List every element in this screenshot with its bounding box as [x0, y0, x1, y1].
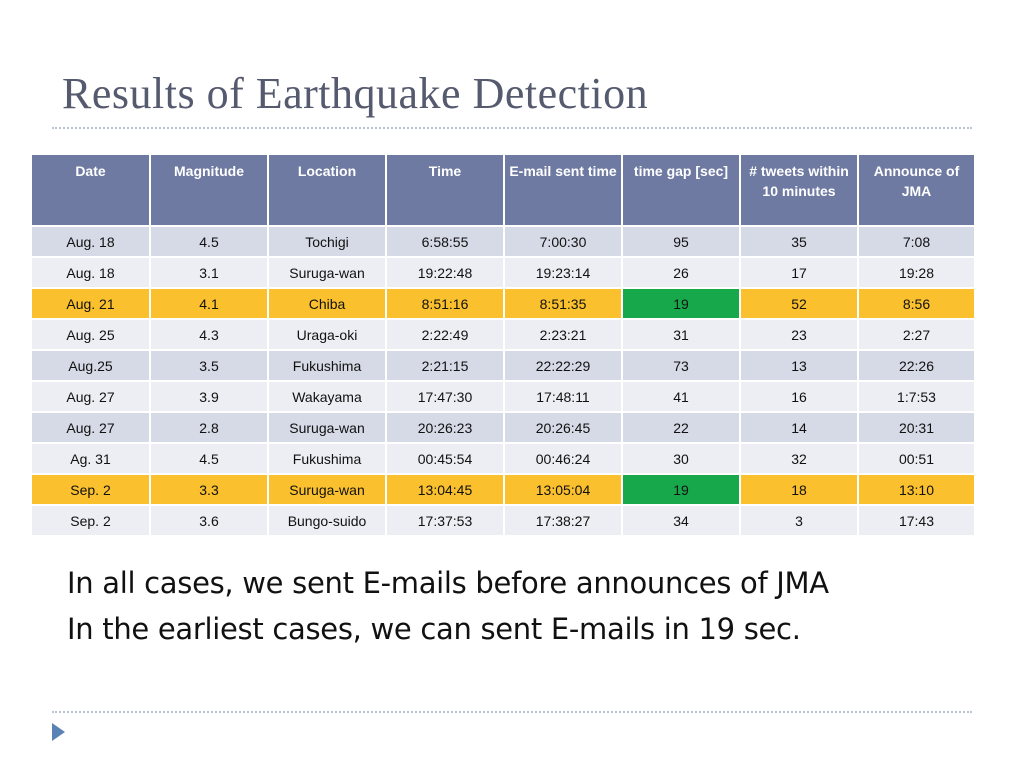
table-cell: 17:37:53	[386, 505, 504, 536]
table-cell: 2:23:21	[504, 319, 622, 350]
table-cell: 7:08	[858, 226, 975, 257]
table-cell: Aug. 18	[32, 226, 150, 257]
table-cell: 13	[740, 350, 858, 381]
table-cell: 16	[740, 381, 858, 412]
table-cell: 32	[740, 443, 858, 474]
bottom-divider	[52, 711, 972, 713]
table-header	[32, 155, 975, 226]
table-cell: Fukushima	[268, 443, 386, 474]
table-cell: 00:51	[858, 443, 975, 474]
table-cell: 41	[622, 381, 740, 412]
table-cell: 19:23:14	[504, 257, 622, 288]
column-header: time gap [sec]	[622, 155, 740, 226]
column-header: Magnitude	[150, 155, 268, 226]
table-cell: 52	[740, 288, 858, 319]
table-cell: 3.1	[150, 257, 268, 288]
slide-title: Results of Earthquake Detection	[62, 69, 649, 118]
table-cell: 00:45:54	[386, 443, 504, 474]
table-cell: Aug. 18	[32, 257, 150, 288]
table-cell: 6:58:55	[386, 226, 504, 257]
table-cell: Suruga-wan	[268, 474, 386, 505]
table-row	[32, 505, 975, 536]
table-cell: Chiba	[268, 288, 386, 319]
table-cell: Uraga-oki	[268, 319, 386, 350]
table-cell: 34	[622, 505, 740, 536]
table-cell: 2:22:49	[386, 319, 504, 350]
column-header: Date	[32, 155, 150, 226]
table-cell: Suruga-wan	[268, 257, 386, 288]
table-cell: 22:22:29	[504, 350, 622, 381]
table-cell: 4.3	[150, 319, 268, 350]
table-cell: Wakayama	[268, 381, 386, 412]
table-cell: 23	[740, 319, 858, 350]
table-cell: 3.3	[150, 474, 268, 505]
table-cell: 3.5	[150, 350, 268, 381]
table-row	[32, 474, 975, 505]
table-cell: Ag. 31	[32, 443, 150, 474]
table-cell: 8:56	[858, 288, 975, 319]
table-cell: 22:26	[858, 350, 975, 381]
table-cell: 20:26:45	[504, 412, 622, 443]
table-cell: Bungo-suido	[268, 505, 386, 536]
table-cell: 73	[622, 350, 740, 381]
table-cell: 19	[622, 474, 740, 505]
table-cell: 1:7:53	[858, 381, 975, 412]
earthquake-results-table	[32, 155, 976, 537]
table-cell: 2:21:15	[386, 350, 504, 381]
table-cell: Sep. 2	[32, 474, 150, 505]
table-cell: 19	[622, 288, 740, 319]
table-cell: Sep. 2	[32, 505, 150, 536]
table-cell: Aug. 27	[32, 412, 150, 443]
table-cell: 20:31	[858, 412, 975, 443]
table-row	[32, 319, 975, 350]
table-cell: 22	[622, 412, 740, 443]
table-cell: 19:22:48	[386, 257, 504, 288]
table-cell: Tochigi	[268, 226, 386, 257]
summary-line-1: In all cases, we sent E-mails before announces of JMA	[67, 566, 829, 600]
table-row	[32, 226, 975, 257]
table-cell: Aug. 25	[32, 319, 150, 350]
column-header: Announce of JMA	[858, 155, 975, 226]
table-cell: 7:00:30	[504, 226, 622, 257]
table-row	[32, 381, 975, 412]
table-cell: 3	[740, 505, 858, 536]
table-cell: 17:38:27	[504, 505, 622, 536]
table-row	[32, 257, 975, 288]
table-cell: 35	[740, 226, 858, 257]
table-cell: 30	[622, 443, 740, 474]
table-row	[32, 350, 975, 381]
table-cell: 17:47:30	[386, 381, 504, 412]
table-cell: 3.9	[150, 381, 268, 412]
column-header: # tweets within 10 minutes	[740, 155, 858, 226]
table-cell: Aug. 27	[32, 381, 150, 412]
table-cell: Aug.25	[32, 350, 150, 381]
table-cell: 4.5	[150, 226, 268, 257]
summary-line-2: In the earliest cases, we can sent E-mails in 19 sec.	[67, 612, 801, 646]
table-cell: 13:05:04	[504, 474, 622, 505]
table-cell: Fukushima	[268, 350, 386, 381]
table-cell: 13:04:45	[386, 474, 504, 505]
table-cell: 14	[740, 412, 858, 443]
column-header: E-mail sent time	[504, 155, 622, 226]
summary-text	[67, 560, 829, 652]
table-cell: 18	[740, 474, 858, 505]
table-cell: 8:51:35	[504, 288, 622, 319]
table-cell: 4.1	[150, 288, 268, 319]
table-header-row	[32, 155, 975, 226]
play-triangle-icon[interactable]	[52, 723, 65, 741]
table-cell: Suruga-wan	[268, 412, 386, 443]
table-cell: 95	[622, 226, 740, 257]
table-cell: 17:48:11	[504, 381, 622, 412]
table-cell: 19:28	[858, 257, 975, 288]
table-body	[32, 226, 975, 536]
table-row	[32, 288, 975, 319]
table-cell: 8:51:16	[386, 288, 504, 319]
column-header: Time	[386, 155, 504, 226]
table-cell: 4.5	[150, 443, 268, 474]
top-divider	[52, 127, 972, 129]
table-cell: 3.6	[150, 505, 268, 536]
table-cell: 26	[622, 257, 740, 288]
table-row	[32, 412, 975, 443]
table-cell: 2.8	[150, 412, 268, 443]
column-header: Location	[268, 155, 386, 226]
table-row	[32, 443, 975, 474]
table-cell: 2:27	[858, 319, 975, 350]
table-cell: 13:10	[858, 474, 975, 505]
table-cell: 31	[622, 319, 740, 350]
table-cell: 20:26:23	[386, 412, 504, 443]
table-cell: 17	[740, 257, 858, 288]
table-cell: 00:46:24	[504, 443, 622, 474]
table-cell: Aug. 21	[32, 288, 150, 319]
table-cell: 17:43	[858, 505, 975, 536]
